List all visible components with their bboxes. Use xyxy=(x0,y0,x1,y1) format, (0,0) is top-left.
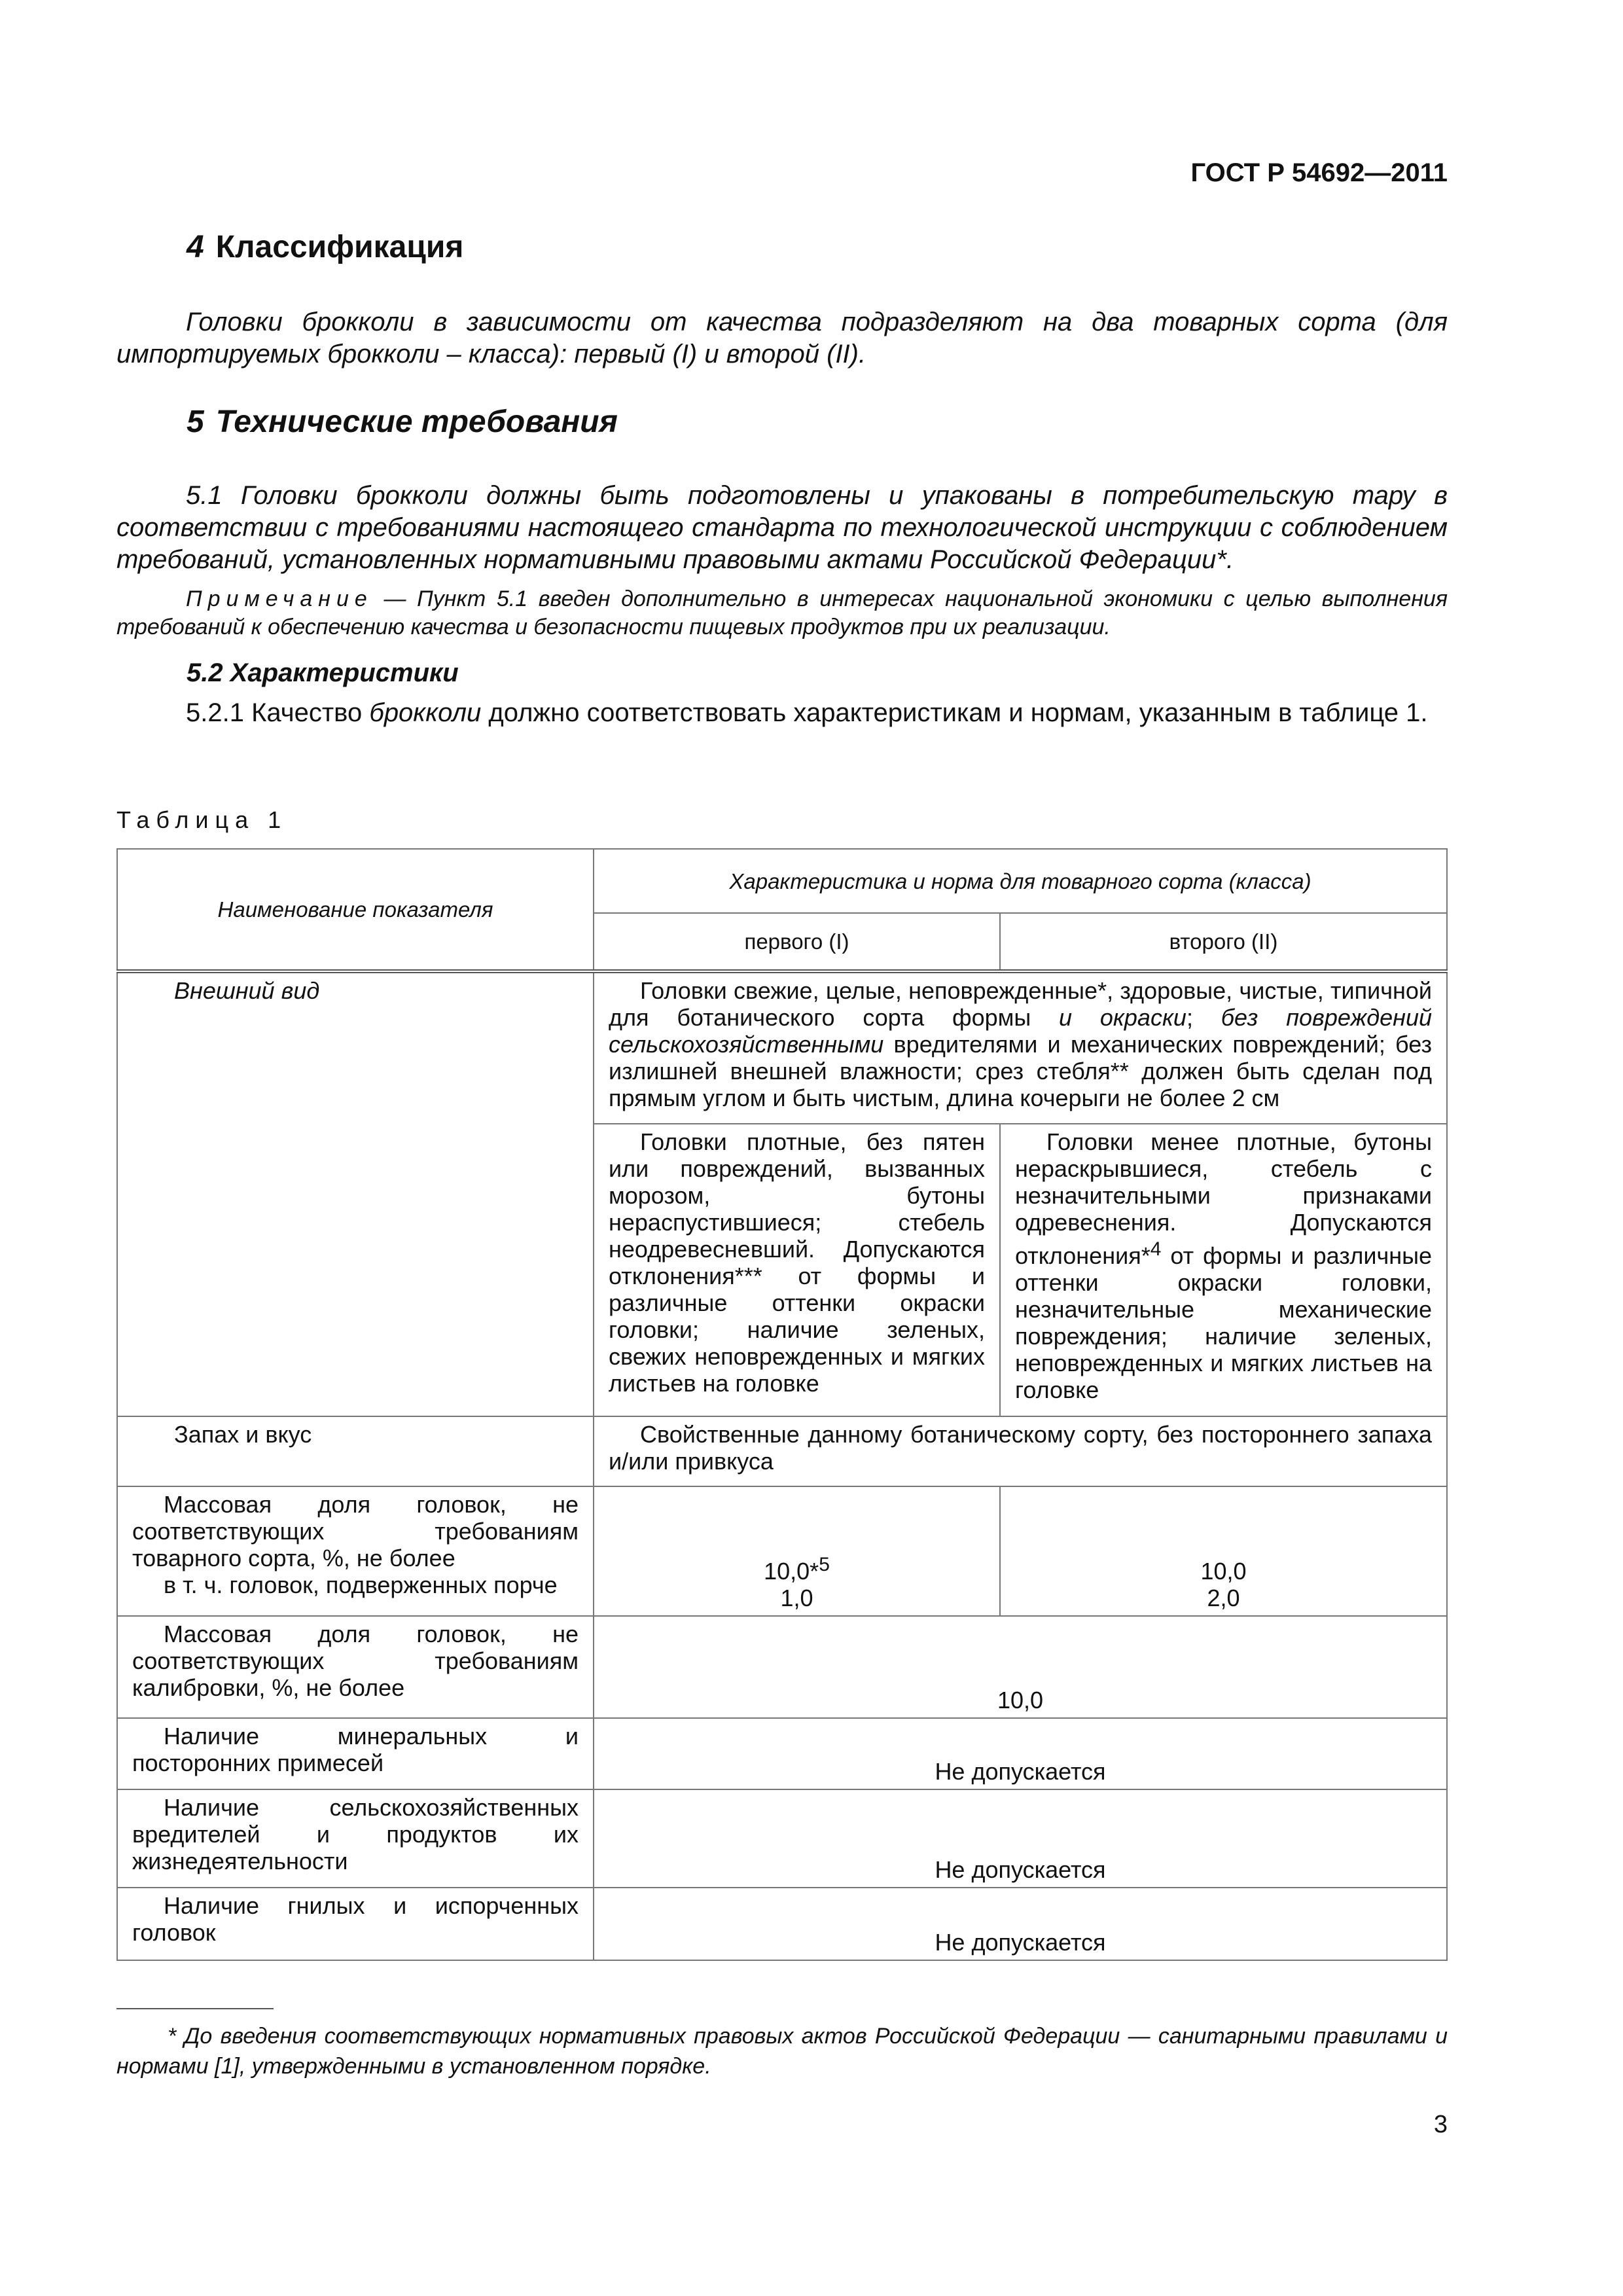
row-smell-name: Запах и вкус xyxy=(117,1416,594,1486)
section-4-title: Классификация xyxy=(215,230,464,264)
appearance-common-text-1: Головки свежие, целые, неповрежденные*, здоровые, чистые, типичной для ботанического сорта формы xyxy=(609,977,1432,1031)
row-appearance-second xyxy=(1000,1124,1447,1416)
row-pests-name: Наличие сельскохозяйственных вредителей и продуктов их жизнедеятельности xyxy=(117,1789,594,1888)
document-code: ГОСТ Р 54692—2011 xyxy=(1190,158,1448,187)
appearance-common-italic-1: и окраски xyxy=(1059,1004,1186,1031)
row-calibration-value: 10,0 xyxy=(594,1616,1447,1718)
section-4-text-content: Головки брокколи в зависимости от качества подразделяют на два товарных сорта (для импортируемых брокколи – класса): первый (I) и второй (II). xyxy=(116,308,1448,368)
mass-grade-first-main: 10,0* xyxy=(764,1558,819,1585)
clause-5-2-1-text-a: 5.2.1 Качество xyxy=(186,698,370,727)
row-rotten-value: Не допускается xyxy=(594,1888,1447,1960)
quality-table xyxy=(116,848,1448,1961)
row-smell-value: Свойственные данному ботаническому сорту, без постороннего запаха и/или привкуса xyxy=(594,1416,1447,1486)
header-characteristic-group: Характеристика и норма для товарного сорта (класса) xyxy=(594,849,1447,913)
page-number: 3 xyxy=(1433,2111,1448,2138)
clause-5-2-1 xyxy=(116,697,1448,729)
mass-grade-second-main: 10,0 xyxy=(1200,1558,1247,1585)
row-impurities-name: Наличие минеральных и посторонних примесей xyxy=(117,1718,594,1789)
appearance-common-text-3: вредителями и механических повреждений; без излишней внешней влажности; срез стебля** должен быть сделан под прямым углом и быть чистым, длина кочерыги не более 2 см xyxy=(609,1031,1432,1111)
clause-5-2-1-text-b: должно соответствовать характеристикам и нормам, указанным в таблице 1. xyxy=(481,698,1428,727)
row-impurities-value: Не допускается xyxy=(594,1718,1447,1789)
section-4-heading xyxy=(187,229,463,265)
section-4-number: 4 xyxy=(187,230,204,264)
section-5-number: 5 xyxy=(187,404,204,439)
mass-grade-second-sub: 2,0 xyxy=(1207,1585,1240,1611)
row-pests-value: Не допускается xyxy=(594,1789,1447,1888)
appearance-second-text-b: от формы и различные оттенки окраски головки, незначительные механические повреждения; наличие зеленых, неповрежденных и мягких листьев на головке xyxy=(1015,1242,1432,1403)
row-mass-grade-second xyxy=(1000,1486,1447,1616)
appearance-common-text-2: ; xyxy=(1186,1004,1221,1031)
footnote-divider xyxy=(116,2008,274,2009)
row-appearance-name: Внешний вид xyxy=(117,971,594,1416)
note-label: Примечание xyxy=(186,586,373,611)
mass-grade-sub-label: в т. ч. головок, подверженных порче xyxy=(164,1571,558,1598)
header-indicator-name: Наименование показателя xyxy=(117,849,594,971)
footnote-text: * До введения соответствующих нормативных правовых актов Российской Федерации — санитарными правилами и нормами [1], утвержденными в установленном порядке. xyxy=(116,2024,1448,2079)
clause-5-1-text: 5.1 Головки брокколи должны быть подготовлены и упакованы в потребительскую тару в соответствии с требованиями настоящего стандарта по технологической инструкции с соблюдением требований, установленных нормативными правовыми актами Российской Федерации*. xyxy=(116,481,1448,574)
mass-grade-first-sub: 1,0 xyxy=(780,1585,813,1611)
row-mass-grade-name xyxy=(117,1486,594,1616)
row-appearance-common xyxy=(594,971,1447,1124)
clause-5-2-1-text-italic: брокколи xyxy=(369,698,482,727)
appearance-second-sup: 4 xyxy=(1150,1238,1162,1260)
appearance-second-text-a: Головки менее плотные, бутоны нераскрывшиеся, стебель с незначительными признаками одревеснения. Допускаются отклонения* xyxy=(1015,1128,1432,1269)
table-caption: Таблица 1 xyxy=(116,806,288,833)
footnote xyxy=(116,2021,1448,2081)
note xyxy=(116,585,1448,641)
header-grade-first: первого (I) xyxy=(594,913,1000,971)
section-5-title: Технические требования xyxy=(215,404,618,439)
section-5-heading xyxy=(187,404,618,440)
appearance-common-italic-2: без повреждений сельскохозяйственными xyxy=(609,1004,1432,1058)
subsection-5-2-heading: 5.2 Характеристики xyxy=(187,658,459,687)
row-rotten-name: Наличие гнилых и испорченных головок xyxy=(117,1888,594,1960)
mass-grade-first-sup: 5 xyxy=(819,1554,830,1575)
mass-grade-main-label: Массовая доля головок, не соответствующих требованиям товарного сорта, %, не более xyxy=(132,1491,579,1571)
section-4-text xyxy=(116,306,1448,370)
header-grade-second: второго (II) xyxy=(1000,913,1447,971)
row-calibration-name: Массовая доля головок, не соответствующих требованиям калибровки, %, не более xyxy=(117,1616,594,1718)
row-mass-grade-first xyxy=(594,1486,1000,1616)
clause-5-1 xyxy=(116,480,1448,576)
note-text: — Пункт 5.1 введен дополнительно в интересах национальной экономики с целью выполнения требований к обеспечению качества и безопасности пищевых продуктов при их реализации. xyxy=(116,586,1448,639)
row-appearance-first: Головки плотные, без пятен или повреждений, вызванных морозом, бутоны нераспустившиеся; стебель неодревесневший. Допускаются отклонения*** от формы и различные оттенки окраски головки; наличие зеленых, свежих неповрежденных и мягких листьев на головке xyxy=(594,1124,1000,1416)
